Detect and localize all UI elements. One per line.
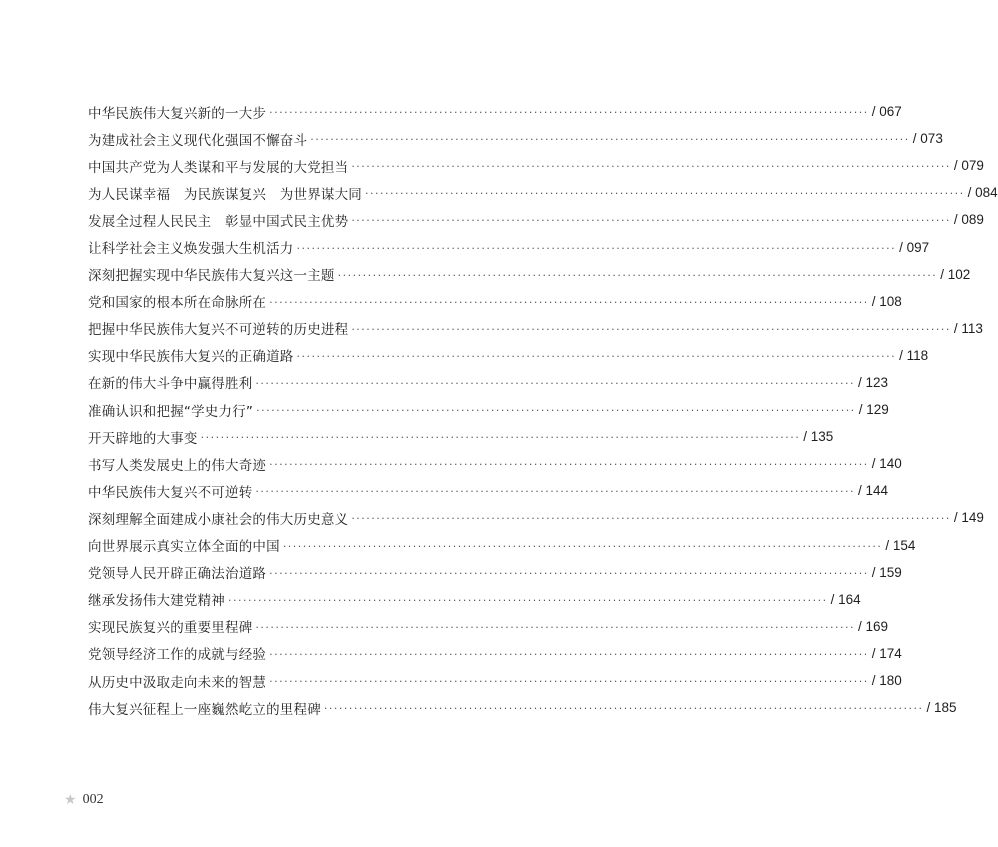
toc-entry-page: / 067: [871, 104, 902, 120]
toc-entry[interactable]: [88, 369, 889, 396]
toc-entry-page: / 097: [899, 239, 930, 255]
toc-entry-page: / 084: [967, 185, 998, 201]
toc-entry[interactable]: [88, 667, 902, 694]
toc-entry-page: / 159: [871, 564, 902, 580]
dot-leader: ························································································································: [351, 214, 951, 228]
toc-entry-page: / 164: [830, 591, 861, 607]
toc-entry-title: 在新的伟大斗争中赢得胜利: [88, 376, 253, 393]
toc-entry-title: 党领导人民开辟正确法治道路: [88, 566, 267, 583]
toc-entry-title: 把握中华民族伟大复兴不可逆转的历史进程: [88, 322, 349, 339]
dot-leader: ························································································································: [256, 404, 856, 418]
toc-entry-page: / 185: [926, 700, 957, 716]
toc-entry-page: / 108: [871, 293, 902, 309]
toc-entry[interactable]: [88, 288, 902, 315]
toc-entry-page: / 174: [871, 645, 902, 661]
dot-leader: ························································································································: [282, 539, 883, 553]
toc-entry-page: / 123: [858, 374, 889, 390]
toc-entry[interactable]: [88, 179, 998, 206]
toc-entry-page: / 180: [871, 673, 902, 689]
toc-entry[interactable]: [88, 315, 983, 342]
toc-entry-title: 中华民族伟大复兴不可逆转: [88, 484, 253, 501]
dot-leader: ························································································································: [200, 431, 801, 445]
dot-leader: ························································································································: [255, 485, 855, 499]
toc-entry-title: 中华民族伟大复兴新的一大步: [88, 105, 267, 122]
toc-entry-title: 深刻理解全面建成小康社会的伟大历史意义: [88, 511, 349, 528]
dot-leader: ························································································································: [269, 106, 869, 120]
dot-leader: ························································································································: [255, 376, 855, 390]
toc-entry-title: 党领导经济工作的成就与经验: [88, 647, 267, 664]
toc-entry-title: 中国共产党为人类谋和平与发展的大党担当: [88, 159, 349, 176]
dot-leader: ························································································································: [310, 133, 910, 147]
toc-entry-page: / 113: [953, 320, 983, 336]
toc-entry-title: 伟大复兴征程上一座巍然屹立的里程碑: [88, 701, 321, 718]
toc-entry[interactable]: [88, 396, 889, 423]
toc-entry-title: 向世界展示真实立体全面的中国: [88, 539, 280, 556]
dot-leader: ························································································································: [269, 566, 869, 580]
dot-leader: ························································································································: [365, 187, 965, 201]
toc-entry-page: / 135: [803, 429, 834, 445]
dot-leader: ························································································································: [351, 512, 951, 526]
toc-entry[interactable]: [88, 450, 902, 477]
toc-entry-title: 为建成社会主义现代化强国不懈奋斗: [88, 132, 308, 149]
dot-leader: ························································································································: [228, 593, 828, 607]
dot-leader: ························································································································: [323, 702, 924, 716]
toc-entry[interactable]: [88, 586, 861, 613]
toc-entry-page: / 102: [940, 266, 971, 282]
toc-entry[interactable]: [88, 532, 916, 559]
toc-entry-title: 发展全过程人民民主 彰显中国式民主优势: [88, 213, 349, 230]
dot-leader: ························································································································: [269, 647, 869, 661]
toc-entry-page: / 118: [899, 347, 929, 363]
toc-entry-page: / 073: [912, 131, 943, 147]
toc-entry[interactable]: [88, 98, 902, 125]
toc-entry[interactable]: [88, 423, 834, 450]
dot-leader: ························································································································: [296, 241, 897, 255]
toc-entry-page: / 144: [858, 483, 889, 499]
toc-entry-title: 深刻把握实现中华民族伟大复兴这一主题: [88, 268, 335, 285]
toc-entry-title: 实现中华民族伟大复兴的正确道路: [88, 349, 294, 366]
dot-leader: ························································································································: [351, 160, 951, 174]
page-footer: [64, 792, 104, 808]
toc-entry[interactable]: [88, 559, 902, 586]
toc-entry[interactable]: [88, 504, 984, 531]
toc-entry-title: 实现民族复兴的重要里程碑: [88, 620, 253, 637]
dot-leader: ························································································································: [269, 458, 869, 472]
toc-entry-page: / 089: [953, 212, 984, 228]
toc-entry-page: / 154: [885, 537, 916, 553]
table-of-contents: [88, 98, 998, 721]
toc-entry[interactable]: [88, 206, 984, 233]
toc-entry[interactable]: [88, 342, 929, 369]
toc-entry-title: 继承发扬伟大建党精神: [88, 593, 225, 610]
toc-entry[interactable]: [88, 233, 930, 260]
toc-entry-title: 从历史中汲取走向未来的智慧: [88, 674, 267, 691]
toc-entry-title: 为人民谋幸福 为民族谋复兴 为世界谋大同: [88, 186, 362, 203]
toc-entry[interactable]: [88, 640, 902, 667]
dot-leader: ························································································································: [296, 349, 897, 363]
toc-entry-page: / 079: [953, 158, 984, 174]
page-number: 002: [82, 792, 104, 807]
toc-entry[interactable]: [88, 125, 943, 152]
toc-entry[interactable]: [88, 477, 889, 504]
dot-leader: ························································································································: [269, 675, 869, 689]
toc-entry-title: 党和国家的根本所在命脉所在: [88, 295, 267, 312]
toc-entry-page: / 149: [953, 510, 984, 526]
toc-entry[interactable]: [88, 152, 984, 179]
toc-entry-title: 开天辟地的大事变: [88, 430, 198, 447]
toc-entry-title: 让科学社会主义焕发强大生机活力: [88, 241, 294, 258]
dot-leader: ························································································································: [337, 268, 938, 282]
toc-entry[interactable]: [88, 261, 971, 288]
toc-entry[interactable]: [88, 613, 889, 640]
star-icon: ★: [64, 792, 77, 808]
toc-entry-page: / 169: [858, 618, 889, 634]
dot-leader: ························································································································: [269, 295, 869, 309]
toc-entry-title: 准确认识和把握“学史力行”: [88, 403, 254, 420]
dot-leader: ························································································································: [351, 322, 951, 336]
toc-entry-title: 书写人类发展史上的伟大奇迹: [88, 457, 267, 474]
toc-entry-page: / 140: [871, 456, 902, 472]
toc-entry[interactable]: [88, 694, 957, 721]
dot-leader: ························································································································: [255, 620, 855, 634]
toc-entry-page: / 129: [858, 402, 889, 418]
